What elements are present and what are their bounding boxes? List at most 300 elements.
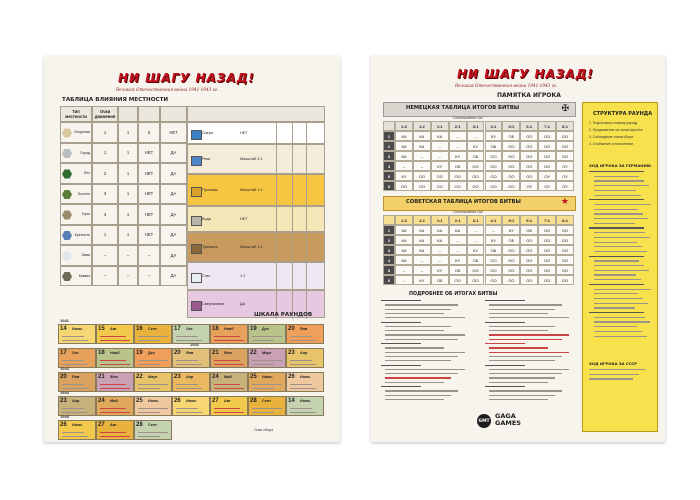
sidebar-text-line xyxy=(594,242,637,243)
crt-ratio-header: 8:1 xyxy=(556,215,574,225)
crt-result: ОУ xyxy=(520,181,538,191)
crt-result: ОБ xyxy=(502,235,520,245)
crt-result: КУ xyxy=(485,235,503,245)
crt-die-roll: 2 xyxy=(383,235,395,245)
turn-month: Фев xyxy=(110,375,118,379)
crt-result: КА xyxy=(413,141,431,151)
crt-result: ОУ xyxy=(556,161,574,171)
crt-result: КУ xyxy=(431,161,449,171)
terrain-combat-value: – xyxy=(118,266,138,287)
turn-note-line xyxy=(252,364,274,365)
crt-result: КУ xyxy=(395,171,413,181)
turn-box xyxy=(172,348,210,368)
crt-result: КУ xyxy=(431,265,449,275)
turn-month: Март xyxy=(148,375,158,379)
turn-note-line xyxy=(176,412,202,413)
turn-number: 24 xyxy=(212,374,219,380)
crt-result: ОО xyxy=(431,171,449,181)
crt-result: ОО xyxy=(467,275,485,285)
details-text-line xyxy=(381,343,421,344)
turn-number: 14 xyxy=(288,398,295,404)
terrain-supply-value: НЕТ xyxy=(160,122,187,143)
crt-result: ОО xyxy=(485,181,503,191)
crt-result: ОУ xyxy=(556,171,574,181)
crt-result: ОО xyxy=(556,141,574,151)
crt-result: ОО xyxy=(502,265,520,275)
turn-note-line xyxy=(290,340,316,341)
turn-note-line xyxy=(214,384,240,385)
turn-track-year: 1944 xyxy=(60,390,69,395)
terrain-feature-icon xyxy=(191,273,202,283)
crt-result: ОБ xyxy=(467,151,485,161)
turn-box xyxy=(134,324,172,344)
turn-number: 25 xyxy=(136,398,143,404)
crt-result: ОО xyxy=(520,265,538,275)
crt-result: ОО xyxy=(520,171,538,181)
german-turn-title: ХОД ИГРОКА ЗА ГЕРМАНИЮ xyxy=(589,163,652,168)
crt-result: ОО xyxy=(520,245,538,255)
turn-track-footer: Очки сбора xyxy=(254,428,274,432)
turn-month: Янв xyxy=(186,351,194,355)
crt-ratio-header: 1:2 xyxy=(413,121,431,131)
turn-note-line xyxy=(138,340,160,341)
details-text-line xyxy=(381,322,421,323)
turn-number: 20 xyxy=(174,350,181,356)
crt-result: ОО xyxy=(520,255,538,265)
crt-result: КА xyxy=(431,131,449,141)
crt-result: ОО xyxy=(538,161,556,171)
details-text-line xyxy=(489,369,569,370)
turn-box xyxy=(210,348,248,368)
turn-box xyxy=(210,324,248,344)
turn-note-line xyxy=(176,364,202,365)
turn-number: 26 xyxy=(174,398,181,404)
crt-header-corner xyxy=(383,121,395,131)
sidebar-text-line xyxy=(594,274,636,275)
red-star-icon: ★ xyxy=(560,197,569,207)
turn-month: Дек xyxy=(262,327,269,331)
turn-box xyxy=(286,396,324,416)
crt-result: – xyxy=(449,245,467,255)
iron-cross-icon: ✠ xyxy=(561,104,569,114)
turn-number: 27 xyxy=(98,422,105,428)
sidebar-text-line xyxy=(589,369,645,370)
crt-die-roll: 4 xyxy=(383,255,395,265)
terrain-feature-name: Вода xyxy=(202,217,211,221)
crt-result: – xyxy=(395,161,413,171)
details-text-line xyxy=(385,377,451,378)
crt-result: ОБ xyxy=(449,161,467,171)
sidebar-text-line xyxy=(589,374,639,375)
crt-result: ОО xyxy=(520,131,538,141)
turn-track-year: 1942 xyxy=(190,342,199,347)
turn-month: Сент xyxy=(148,327,158,331)
turn-note-line xyxy=(252,360,282,361)
crt-result: ОО xyxy=(520,141,538,151)
details-text-line xyxy=(385,326,451,327)
sidebar-text-line xyxy=(594,218,648,219)
turn-month: Окт xyxy=(186,327,193,331)
crt-result: КУ xyxy=(502,225,520,235)
turn-month: Июль xyxy=(72,423,83,427)
turn-note-line xyxy=(176,336,198,337)
turn-box xyxy=(58,324,96,344)
crt-result: ОО xyxy=(520,151,538,161)
crt-result: КА xyxy=(431,235,449,245)
turn-box xyxy=(134,372,172,392)
turn-track-year: 1943 xyxy=(60,366,69,371)
turn-note-line xyxy=(100,436,130,437)
terrain-name: Кавказ xyxy=(78,273,90,278)
terrain-supply-value: ДА xyxy=(160,143,187,164)
sidebar-text-line xyxy=(594,180,644,181)
crt-result: ОБ xyxy=(485,141,503,151)
crt-result: ОО xyxy=(538,235,556,245)
turn-month: Апр xyxy=(72,399,80,403)
sidebar-text-line xyxy=(589,199,644,200)
turn-track-title: ШКАЛА РАУНДОВ xyxy=(254,312,313,318)
german-crt-table xyxy=(383,121,574,191)
terrain-move-cost: 1 xyxy=(92,225,118,246)
sidebar-text-line xyxy=(589,227,644,228)
turn-note-line xyxy=(252,336,282,337)
details-text-line xyxy=(489,356,562,357)
sidebar-text-line xyxy=(594,317,645,318)
crt-result: ОО xyxy=(556,255,574,265)
sidebar-text-line xyxy=(594,303,648,304)
crt-result: – xyxy=(431,141,449,151)
crt-result: ОО xyxy=(467,171,485,181)
sidebar-text-line xyxy=(594,232,645,233)
turn-note-line xyxy=(100,364,130,365)
terrain-combat-value: 1 xyxy=(118,163,138,184)
terrain-retreat-value: НЕТ xyxy=(138,184,160,205)
turn-note-line xyxy=(290,412,316,413)
turn-month: Июль xyxy=(72,327,83,331)
crt-result: ОО xyxy=(538,255,556,265)
soviet-turn-text xyxy=(589,369,651,389)
gmt-logo-text: GMT xyxy=(478,418,490,424)
soviet-crt-table xyxy=(383,215,574,285)
crt-result: ОБ xyxy=(449,265,467,275)
round-phase-label: Продвижение на линии фронта xyxy=(592,128,643,132)
details-text-line xyxy=(385,339,458,340)
crt-result: ОО xyxy=(502,141,520,151)
turn-box xyxy=(96,372,134,392)
turn-note-line xyxy=(100,360,126,361)
terrain-feature-icon xyxy=(191,216,202,226)
turn-month: Нояб xyxy=(110,351,120,355)
turn-note-line xyxy=(138,364,160,365)
crt-result: ОО xyxy=(431,181,449,191)
crt-result: ОО xyxy=(556,131,574,141)
sidebar-text-line xyxy=(594,213,643,214)
crt-result: КУ xyxy=(449,255,467,265)
terrain-move-cost: 1 xyxy=(92,122,118,143)
terrain-move-cost: 2 xyxy=(92,163,118,184)
game-subtitle: Великая Отечественная война 1941-1943 гг. xyxy=(116,87,219,92)
sidebar-text-line xyxy=(589,312,644,313)
turn-box xyxy=(134,348,172,368)
details-text-line xyxy=(385,330,444,331)
crt-result: ОО xyxy=(467,265,485,275)
details-text-line xyxy=(489,347,548,348)
crt-ratio-header: 8:1 xyxy=(556,121,574,131)
crt-die-roll: 4 xyxy=(383,161,395,171)
terrain-feature-name: Траншея xyxy=(202,245,218,249)
crt-ratio-header: 1:1 xyxy=(431,121,449,131)
crt-result: ОО xyxy=(449,181,467,191)
sidebar-text-line xyxy=(589,256,644,257)
round-structure-title: СТРУКТУРА РАУНДА xyxy=(593,111,653,117)
crt-ratio-header: 2:1 xyxy=(449,215,467,225)
turn-number: 28 xyxy=(136,422,143,428)
crt-result: – xyxy=(485,225,503,235)
turn-number: 20 xyxy=(288,326,295,332)
turn-number: 21 xyxy=(98,374,105,380)
turn-note-line xyxy=(138,412,160,413)
crt-ratio-header: 7:1 xyxy=(538,215,556,225)
crt-die-roll: 6 xyxy=(383,275,395,285)
effects-row xyxy=(187,206,325,232)
crt-result: – xyxy=(467,235,485,245)
terrain-hex-icon xyxy=(62,231,72,241)
crt-result: ОО xyxy=(538,265,556,275)
crt-result: ОО xyxy=(556,151,574,161)
details-text-line xyxy=(489,390,562,391)
terrain-feature-name: Озера xyxy=(202,131,213,135)
crt-result: ОО xyxy=(502,255,520,265)
terrain-combat-value: 1 xyxy=(118,184,138,205)
details-text-line xyxy=(489,360,555,361)
battle-results-title: ПОДРОБНЕЕ ОБ ИТОГАХ БИТВЫ xyxy=(409,292,498,297)
terrain-hex-icon xyxy=(62,128,72,138)
round-phase-label: Подготовка к новому раунду xyxy=(592,121,638,125)
crt-ratio-header: 5:1 xyxy=(502,121,520,131)
details-text-line xyxy=(381,300,421,301)
turn-month: Окт xyxy=(72,351,79,355)
terrain-name: Болото xyxy=(78,191,90,196)
turn-note-line xyxy=(290,360,312,361)
soviet-turn-title: ХОД ИГРОКА ЗА СССР xyxy=(589,361,637,366)
terrain-move-cost: 3 xyxy=(92,204,118,225)
crt-result: ОО xyxy=(538,131,556,141)
turn-note-line xyxy=(62,408,84,409)
terrain-supply-value: ДА xyxy=(160,225,187,246)
terrain-supply-value: ДА xyxy=(160,245,187,266)
turn-month: Июнь xyxy=(262,375,273,379)
crt-result: КА xyxy=(395,151,413,161)
turn-number: 14 xyxy=(60,326,67,332)
turn-box xyxy=(286,372,324,392)
crt-die-roll: 1 xyxy=(383,131,395,141)
terrain-header-type: Тип местности xyxy=(60,106,92,122)
details-text-line xyxy=(489,317,569,318)
gmt-logo xyxy=(477,414,491,428)
turn-track-year: 1941 xyxy=(60,318,69,323)
turn-note-line xyxy=(290,384,312,385)
sidebar-text-line xyxy=(594,279,641,280)
turn-note-line xyxy=(62,432,84,433)
terrain-header-col xyxy=(118,106,138,122)
turn-month: Май xyxy=(110,399,118,403)
details-text-line xyxy=(485,322,525,323)
crt-result: ОБ xyxy=(485,245,503,255)
turn-note-line xyxy=(214,412,244,413)
effects-row xyxy=(187,232,325,262)
terrain-name: Зима xyxy=(81,253,90,258)
crt-ratio-header: 6:1 xyxy=(520,215,538,225)
turn-box xyxy=(58,348,96,368)
details-text-line xyxy=(489,399,548,400)
details-text-line xyxy=(485,343,525,344)
crt-result: КА xyxy=(395,235,413,245)
turn-note-line xyxy=(138,336,168,337)
crt-result: КУ xyxy=(485,131,503,141)
crt-result: – xyxy=(431,255,449,265)
turn-note-line xyxy=(290,388,316,389)
crt-result: ОБ xyxy=(431,275,449,285)
round-phase-label: Соблюдение очков сбора xyxy=(592,135,633,139)
crt-result: ОБ xyxy=(520,225,538,235)
details-text-line xyxy=(385,390,458,391)
crt-ratio-header: 7:1 xyxy=(538,121,556,131)
german-turn-text xyxy=(589,171,651,341)
turn-note-line xyxy=(214,360,240,361)
effects-row xyxy=(187,144,325,174)
player-aid-title: ПАМЯТКА ИГРОКА xyxy=(497,92,561,99)
crt-ratio-header: 1:3 xyxy=(395,121,413,131)
terrain-feature-value: Масштаб 1:1 xyxy=(240,188,263,192)
crt-result: КУ xyxy=(449,151,467,161)
details-text-line xyxy=(489,309,555,310)
turn-number: 17 xyxy=(174,326,181,332)
details-text-line xyxy=(489,304,562,305)
crt-ratio-header: 6:1 xyxy=(520,121,538,131)
turn-box xyxy=(134,396,172,416)
turn-month: Июль xyxy=(186,399,197,403)
terrain-hex-icon xyxy=(62,272,72,282)
turn-number: 17 xyxy=(60,350,67,356)
terrain-name: Открытая xyxy=(73,130,90,135)
terrain-header-col xyxy=(138,106,160,122)
crt-die-roll: 5 xyxy=(383,265,395,275)
turn-box xyxy=(286,348,324,368)
turn-note-line xyxy=(252,412,274,413)
crt-result: ОО xyxy=(520,235,538,245)
crt-result: – xyxy=(467,225,485,235)
turn-number: 25 xyxy=(250,374,257,380)
turn-note-line xyxy=(290,336,312,337)
turn-month: Дек xyxy=(148,351,155,355)
turn-note-line xyxy=(138,432,168,433)
crt-result: ОО xyxy=(467,181,485,191)
crt-result: ОО xyxy=(556,235,574,245)
terrain-name: Город xyxy=(80,150,90,155)
crt-die-roll: 1 xyxy=(383,225,395,235)
turn-note-line xyxy=(214,388,244,389)
turn-box xyxy=(58,420,96,440)
crt-ratio-header: 1:3 xyxy=(395,215,413,225)
crt-die-roll: 2 xyxy=(383,141,395,151)
terrain-retreat-value: НЕТ xyxy=(138,225,160,246)
crt-result: – xyxy=(431,245,449,255)
details-text-line xyxy=(489,339,562,340)
details-text-line xyxy=(489,326,555,327)
details-text-line xyxy=(489,330,548,331)
sidebar-text-line xyxy=(589,171,644,172)
soviet-crt-title: СОВЕТСКАЯ ТАБЛИЦА ИТОГОВ БИТВЫ xyxy=(406,199,521,205)
turn-box xyxy=(58,396,96,416)
crt-result: КУ xyxy=(467,245,485,255)
terrain-supply-value: ДА xyxy=(160,204,187,225)
turn-note-line xyxy=(290,408,312,409)
sidebar-text-line xyxy=(594,326,637,327)
terrain-combat-value: 1 xyxy=(118,143,138,164)
turn-month: Сент xyxy=(262,399,272,403)
details-text-line xyxy=(385,313,444,314)
german-crt-header xyxy=(383,102,576,117)
sidebar-text-line xyxy=(589,284,644,285)
terrain-type-cell xyxy=(60,266,92,287)
turn-number: 15 xyxy=(98,326,105,332)
details-text-line xyxy=(489,377,555,378)
details-text-line xyxy=(385,317,465,318)
turn-number: 26 xyxy=(60,422,67,428)
terrain-hex-icon xyxy=(62,210,72,220)
crt-result: ОО xyxy=(413,171,431,181)
turn-box xyxy=(286,324,324,344)
terrain-feature-name: Реки xyxy=(202,157,211,161)
terrain-move-cost: – xyxy=(92,266,118,287)
sidebar-text-line xyxy=(594,237,650,238)
turn-box xyxy=(96,324,134,344)
sidebar-text-line xyxy=(594,321,650,322)
turn-note-line xyxy=(62,340,88,341)
crt-result: ОО xyxy=(413,181,431,191)
turn-note-line xyxy=(62,336,84,337)
crt-result: КА xyxy=(413,235,431,245)
terrain-retreat-value: НЕТ xyxy=(138,143,160,164)
german-crt-ratio-label: Соотношение сил xyxy=(453,116,483,120)
details-text-line xyxy=(385,382,444,383)
turn-box xyxy=(210,372,248,392)
crt-result: – xyxy=(449,131,467,141)
crt-result: ОО xyxy=(485,275,503,285)
details-text-line xyxy=(485,386,525,387)
turn-note-line xyxy=(100,388,130,389)
effects-header xyxy=(187,106,325,122)
terrain-feature-icon xyxy=(191,156,202,166)
turn-note-line xyxy=(176,408,198,409)
details-text-line xyxy=(489,313,548,314)
turn-month: Июль xyxy=(300,399,311,403)
turn-number: 23 xyxy=(288,350,295,356)
sidebar-text-line xyxy=(589,378,633,379)
terrain-feature-value: Масштаб 1:1 xyxy=(240,245,263,249)
crt-result: – xyxy=(413,255,431,265)
crt-result: ОО xyxy=(502,181,520,191)
details-text-line xyxy=(385,395,451,396)
crt-result: КА xyxy=(395,245,413,255)
terrain-move-cost: 1 xyxy=(92,143,118,164)
crt-result: КА xyxy=(449,225,467,235)
crt-ratio-header: 3:1 xyxy=(467,215,485,225)
details-text-line xyxy=(485,300,525,301)
details-text-line xyxy=(385,304,458,305)
sidebar-text-line xyxy=(594,190,636,191)
terrain-name: Крепость xyxy=(74,232,90,237)
